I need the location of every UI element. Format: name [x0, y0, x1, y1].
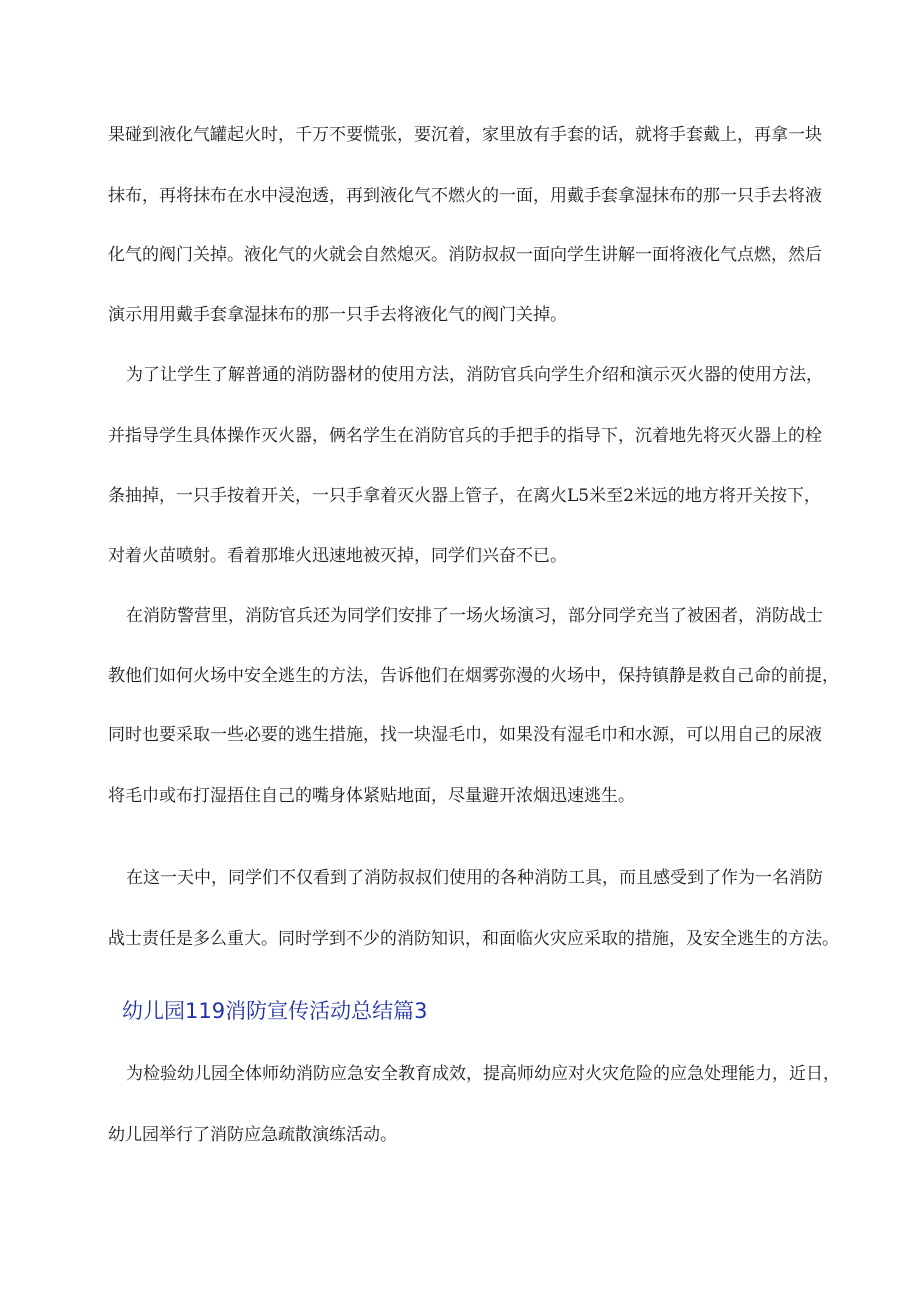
paragraph-1-line-2: 抹布，再将抹布在水中浸泡透，再到液化气不燃火的一面，用戴手套拿湿抹布的那一只手去将液	[108, 186, 822, 206]
paragraph-3-line-1: 在消防警营里，消防官兵还为同学们安排了一场火场演习，部分同学充当了被困者，消防战士	[126, 606, 823, 626]
paragraph-2-line-3: 条抽掉，一只手按着开关，一只手拿着灭火器上管子，在离火L5米至2米远的地方将开关按下，	[108, 486, 821, 506]
paragraph-3-line-4: 将毛巾或布打湿捂住自己的嘴身体紧贴地面，尽量避开浓烟迅速逃生。	[108, 786, 635, 806]
paragraph-1-line-3: 化气的阀门关掉。液化气的火就会自然熄灭。消防叔叔一面向学生讲解一面将液化气点燃，然后	[108, 245, 822, 265]
paragraph-2-line-2: 并指导学生具体操作灭火器，俩名学生在消防官兵的手把手的指导下，沉着地先将灭火器上的栓	[108, 426, 822, 446]
paragraph-3-line-2: 教他们如何火场中安全逃生的方法，告诉他们在烟雾弥漫的火场中，保持镇静是救自己命的前提，	[108, 666, 839, 686]
paragraph-2-line-4: 对着火苗喷射。看着那堆火迅速地被灭掉，同学们兴奋不已。	[108, 546, 567, 566]
paragraph-1-line-1: 果碰到液化气罐起火时，千万不要慌张，要沉着，家里放有手套的话，就将手套戴上，再拿一块	[108, 125, 822, 145]
paragraph-2-line-1: 为了让学生了解普通的消防器材的使用方法，消防官兵向学生介绍和演示灭火器的使用方法，	[126, 365, 823, 385]
paragraph-5-line-1: 为检验幼儿园全体师幼消防应急安全教育成效，提高师幼应对火灾危险的应急处理能力，近日，	[126, 1064, 840, 1084]
paragraph-4-line-2: 战士责任是多么重大。同时学到不少的消防知识，和面临火灾应采取的措施，及安全逃生的方法。	[108, 929, 839, 949]
paragraph-3-line-3: 同时也要采取一些必要的逃生措施，找一块湿毛巾，如果没有湿毛巾和水源，可以用自己的尿液	[108, 725, 822, 745]
paragraph-1-line-4: 演示用用戴手套拿湿抹布的那一只手去将液化气的阀门关掉。	[108, 305, 567, 325]
section-heading: 幼儿园119消防宣传活动总结篇3	[122, 999, 428, 1023]
paragraph-4-line-1: 在这一天中，同学们不仅看到了消防叔叔们使用的各种消防工具，而且感受到了作为一名消防	[126, 868, 823, 888]
paragraph-5-line-2: 幼儿园举行了消防应急疏散演练活动。	[108, 1125, 397, 1145]
